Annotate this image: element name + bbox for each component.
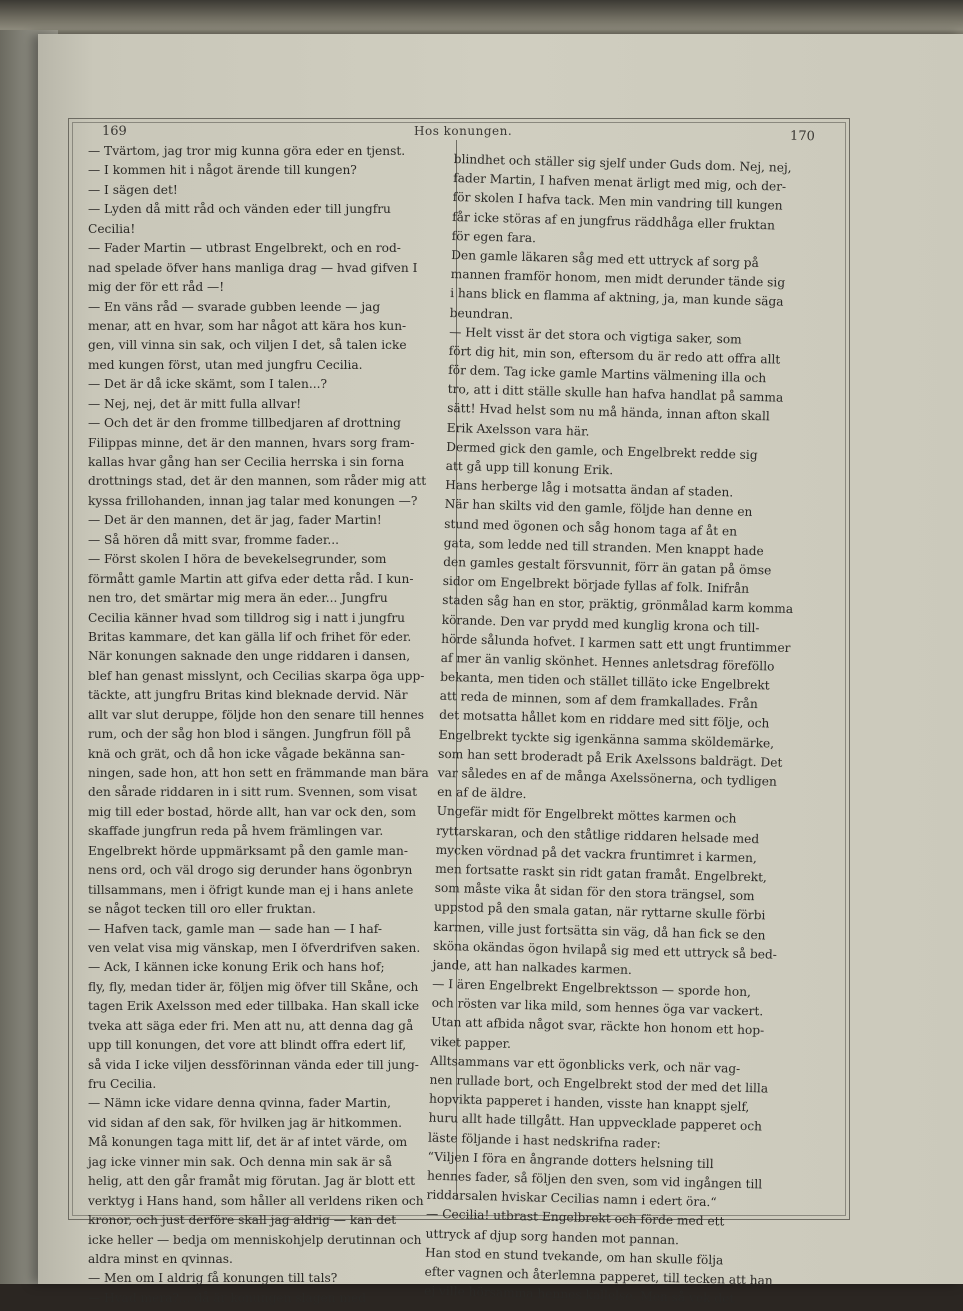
text-line: förmått gamle Martin att gifva eder detta råd. I kun-	[88, 571, 414, 586]
text-line: mannen framför honom, men midt derunder tände sig	[450, 267, 786, 290]
text-line: bekanta, men tiden och stället tilläto icke Engelbrekt	[440, 669, 770, 693]
text-line: beundran.	[449, 305, 514, 322]
text-line: — Helt visst är det stora och vigtiga saker, som	[449, 324, 742, 347]
text-line: allt var slut deruppe, följde hon den senare till hennes	[88, 707, 424, 722]
text-line: men fortsatte raskt sin ridt gatan framåt. Engelbrekt,	[434, 861, 768, 885]
text-line: När konungen saknade den unge riddaren i dansen,	[88, 649, 411, 664]
text-line: blindhet och ställer sig sjelf under Guds dom. Nej, nej,	[453, 151, 792, 175]
text-line: När han skilts vid den gamle, följde han denne en	[444, 497, 753, 520]
text-line: så vida I icke viljen dessförinnan vända eder till jung-	[88, 1057, 419, 1072]
text-line: uttryck af djup sorg handen mot pannan.	[425, 1226, 680, 1247]
text-line: Cecilia!	[88, 221, 136, 236]
text-line: Dermed gick den gamle, och Engelbrekt redde sig	[446, 439, 758, 462]
text-line: Cecilia känner hvad som tilldrog sig i natt i jungfru	[88, 610, 406, 625]
text-line: stund med ögonen och såg honom taga af åt en	[444, 516, 738, 539]
text-line: — Det är då icke skämt, som I talen...?	[88, 377, 328, 392]
text-line: det motsatta hållet kom en riddare med sitt följe, och	[439, 708, 770, 731]
text-line: Den gamle läkaren såg med ett uttryck af sorg på	[451, 247, 760, 270]
text-line: sätt! Hvad helst som nu må hända, innan afton skall	[447, 401, 770, 424]
text-line: aldra minst en qvinnas.	[88, 1251, 233, 1266]
text-line: “Viljen I föra en ångrande dotters helsning till	[427, 1149, 714, 1171]
right-text-column	[424, 150, 824, 1311]
text-line: sköna okändas ögon hvilapå sig med ett uttryck så bed-	[432, 938, 778, 962]
text-line: med kungen först, utan med jungfru Cecilia.	[88, 357, 363, 372]
text-line: ningen, sade hon, att hon sett en främmande man bära	[88, 766, 429, 780]
text-line: för egen fara.	[451, 228, 537, 245]
text-line: Britas kammare, det kan gälla lif och frihet för eder.	[88, 629, 412, 644]
page-number-left: 169	[102, 124, 127, 139]
text-line: Erik Axelsson vara här.	[446, 420, 590, 439]
text-line: hörde sålunda hofvet. I karmen satt ett ungt fruntimmer	[441, 631, 791, 655]
text-line: sidor om Engelbrekt började fyllas af folk. Inifrån	[442, 573, 750, 596]
text-line: viket papper.	[430, 1034, 512, 1051]
text-line: Ungefär midt för Engelbrekt möttes karmen och	[436, 804, 737, 826]
text-line: se något tecken till oro eller fruktan.	[88, 902, 316, 917]
text-line: Filippas minne, det är den mannen, hvars sorg fram-	[88, 435, 415, 450]
text-line: vid sidan af den sak, för hvilken jag är hitkommen.	[88, 1115, 402, 1130]
text-line: i hans blick en flamma af aktning, ja, man kunde säga	[450, 286, 784, 309]
text-line: — Tvärtom, jag tror mig kunna göra eder en tjenst.	[88, 144, 406, 158]
text-line: — Lyden då mitt råd och vänden eder till jungfru	[88, 202, 391, 217]
text-line: för dem. Tag icke gamle Martins välmening illa och	[448, 362, 767, 386]
text-line: får icke störas af en jungfrus räddhåga eller fruktan	[452, 209, 776, 232]
text-line: nens ord, och väl drogo sig derunder hans ögonbryn	[88, 863, 413, 878]
text-line: mig till eder bostad, hörde allt, han var ock den, som	[88, 804, 417, 819]
text-line: — Men om I aldrig få konungen till tals?	[88, 1271, 338, 1286]
text-line: hennes fader, så följen den sven, som vid ingången till	[426, 1168, 763, 1192]
text-line: — I ären Engelbrekt Engelbrektsson — sporde hon,	[431, 976, 752, 1000]
text-line: — Hafven tack, gamle man — sade han — I haf-	[88, 921, 382, 936]
text-line: — Cecilia! utbrast Engelbrekt och förde med ett	[425, 1206, 725, 1229]
text-line: efter vagnen och återlemna papperet, till tecken att han	[424, 1264, 773, 1288]
text-line: knä och grät, och då hon icke vågade bekänna san-	[88, 746, 405, 761]
text-line: fly, fly, medan tider är, följen mig öfver till Skåne, och	[88, 979, 419, 994]
text-line: karmen, ville just fortsätta sin väg, då han fick se den	[433, 919, 766, 942]
text-line: ej ville hörsamma hennes kallelse. Men så vek det	[423, 1283, 735, 1306]
text-line: Utan att afbida något svar, räckte hon honom ett hop-	[430, 1015, 765, 1038]
text-line: kronor, och just derföre skall jag aldrig — kan det	[88, 1213, 397, 1228]
text-line: — Nej, nej, det är mitt fulla allvar!	[88, 396, 302, 411]
text-line: — Nämn icke vidare denna qvinna, fader Martin,	[88, 1096, 391, 1111]
text-line: gen, vill vinna sin sak, och viljen I det, så talen icke	[88, 338, 407, 353]
text-line: uppstod på den smala gatan, när ryttarne skulle förbi	[433, 900, 766, 923]
text-line: gata, som ledde ned till stranden. Men knappt hade	[443, 535, 764, 558]
text-line: som han sett broderadt på Erik Axelssons baldrägt. Det	[438, 746, 783, 770]
page-number-right: 170	[789, 128, 815, 145]
text-line: fört dig hit, min son, eftersom du är redo att offra allt	[448, 343, 781, 367]
text-line: den sårade riddaren in i sitt rum. Svennen, som visat	[88, 785, 417, 800]
text-line: — Hvad mera?... då är konungen slagen med	[88, 1290, 367, 1305]
text-line: mycken vördnad på det vackra fruntimret i karmen,	[435, 842, 757, 865]
text-line: för skolen I hafva tack. Men min vandring till kungen	[452, 190, 783, 213]
text-line: staden såg han en stor, präktig, grönmålad karm komma	[442, 593, 794, 617]
text-line: som måste vika åt sidan för den stora trängsel, som	[434, 880, 755, 904]
text-line: ryttarskaran, och den ståtlige riddaren helsade med	[436, 823, 760, 846]
text-line: och rösten var lika mild, som hennes öga var vackert.	[431, 995, 764, 1019]
left-text-column	[88, 142, 443, 1308]
text-line: fru Cecilia.	[88, 1077, 157, 1091]
text-line: Må konungen taga mitt lif, det är af intet värde, om	[88, 1135, 408, 1150]
text-line: tillsammans, men i öfrigt kunde man ej i hans anlete	[88, 882, 414, 897]
text-line: att gå upp till konung Erik.	[445, 458, 614, 478]
text-line: att reda de minnen, som af dem framkallades. Från	[439, 689, 758, 712]
text-line: — Ack, I kännen icke konung Erik och hans hof;	[88, 960, 385, 975]
text-line: huru allt hade tillgått. Han uppvecklade papperet och	[428, 1111, 763, 1134]
text-line: den gamles gestalt försvunnit, förr än gatan på ömse	[443, 554, 772, 578]
text-line: tagen Erik Axelsson med eder tillbaka. Han skall icke	[88, 999, 420, 1014]
text-line: täckte, att jungfru Britas kind bleknade dervid. När	[88, 688, 408, 703]
text-line: tveka att säga eder fri. Men att nu, att denna dag gå	[88, 1018, 414, 1033]
text-line: rum, och der såg hon blod i sängen. Jungfrun föll på	[88, 727, 412, 742]
text-line: — En väns råd — svarade gubben leende — jag	[88, 299, 381, 314]
text-line: kyssa frillohanden, innan jag talar med konungen —?	[88, 493, 418, 508]
text-line: jande, att han nalkades karmen.	[432, 957, 633, 977]
text-line: en af de äldre.	[437, 784, 527, 802]
text-line: läste följande i hast nedskrifna rader:	[427, 1130, 661, 1151]
text-line: riddarsalen hviskar Cecilias namn i edert öra.“	[426, 1187, 717, 1210]
text-line: Alltsammans var ett ögonblicks verk, och när vag-	[429, 1053, 741, 1076]
text-line: upp till konungen, det vore att blindt offra edert lif,	[88, 1038, 407, 1053]
text-line: mig der för ett råd —!	[88, 280, 225, 295]
running-head: Hos konungen.	[414, 124, 513, 138]
text-line: hopvikta papperet i handen, visste han knappt sjelf,	[428, 1091, 750, 1115]
text-line: — Och det är den fromme tillbedjaren af drottning	[88, 416, 401, 431]
text-line: — Fader Martin — utbrast Engelbrekt, och en rod-	[88, 241, 401, 256]
text-line: Engelbrekt tyckte sig igenkänna samma sköldemärke,	[438, 727, 775, 751]
text-line: nen rullade bort, och Engelbrekt stod der med det lilla	[429, 1072, 769, 1096]
text-line: drottnings stad, det är den mannen, som råder mig att	[88, 474, 427, 489]
text-line: af mer än vanlig skönhet. Hennes anletsdrag föreföllo	[440, 650, 775, 674]
text-line: — I sägen det!	[88, 182, 178, 197]
text-line: — I kommen hit i något ärende till kungen?	[88, 163, 357, 178]
text-line: — Först skolen I höra de bevekelsegrunder, som	[88, 552, 387, 567]
text-line: Hans herberge låg i motsatta ändan af staden.	[445, 478, 734, 500]
text-line: verktyg i Hans hand, som håller all verldens riken och	[88, 1193, 424, 1208]
text-line: Engelbrekt hörde uppmärksamt på den gamle man-	[88, 843, 408, 858]
text-line: icke heller — bedja om menniskohjelp derutinnan och	[88, 1232, 422, 1247]
text-line: Han stod en stund tvekande, om han skulle följa	[424, 1245, 724, 1268]
text-line: var således en af de många Axelssönerna, och tydligen	[437, 765, 777, 789]
text-line: kallas hvar gång han ser Cecilia herrska i sin forna	[88, 455, 405, 469]
text-line: körande. Den var prydd med kunglig krona och till-	[441, 612, 760, 635]
text-line: fader Martin, I hafven menat ärligt med mig, och der-	[453, 171, 787, 194]
text-line: blef han genast misslynt, och Cecilias skarpa öga upp-	[88, 668, 425, 683]
text-line: skaffade jungfrun reda på hvem främlingen var.	[88, 824, 384, 839]
text-line: nad spelade öfver hans manliga drag — hvad gifven I	[88, 260, 418, 275]
text-line: menar, att en hvar, som har något att kära hos kun-	[88, 318, 407, 333]
text-line: nen tro, det smärtar mig mera än eder... Jungfru	[88, 591, 388, 606]
text-line: helig, att den går framåt mig förutan. Jag är blott ett	[88, 1174, 415, 1189]
text-line: — Så hören då mitt svar, fromme fader...	[88, 532, 339, 547]
text-line: ven velat visa mig vänskap, men I öfverdrifven saken.	[88, 940, 421, 955]
text-line: — Det är den mannen, det är jag, fader Martin!	[88, 513, 382, 528]
text-line: tro, att i ditt ställe skulle han hafva handlat på samma	[447, 382, 784, 405]
text-line: jag icke vinner min sak. Och denna min sak är så	[88, 1154, 392, 1169]
